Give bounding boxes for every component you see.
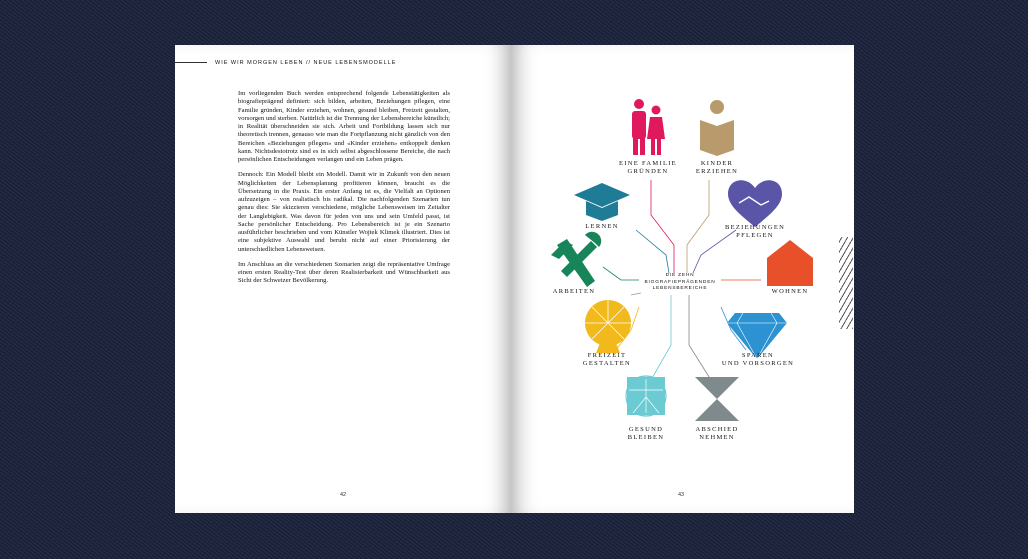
family-icon (632, 99, 665, 155)
label-children: KINDER ERZIEHEN (695, 160, 739, 175)
paragraph-1: Im vorliegenden Buch werden entsprechend folgende Lebenstätigkeiten als biografieprägend definiert: sich bilden, arbeiten, Beziehungen pflegen, eine Familie gründen, Kinder erziehen, wohnen, gesund bleiben, Freizeit gestalten, vorsorgen und sterben. Natürlich ist die Trennung der Lebensbereiche künstlich; in Realität überschneiden sie sich. Arbeit und Fortbildung lassen sich nur theoretisch trennen, genauso wie man die Fortpflanzung nicht gänzlich von den Bereichen «Beziehungen pflegen» und «Kinder erziehen» entkoppelt denken kann. Nichtsdestotrotz sind es in sich selbst abgeschlossene Bereiche, die nach persönlichen Entscheidungen verlangen und ein Leben prägen. (238, 90, 450, 163)
house-icon (767, 240, 813, 286)
connector-children (687, 180, 709, 273)
label-family: EINE FAMILIE GRÜNDEN (619, 160, 677, 175)
label-learning: LERNEN (585, 223, 619, 230)
label-health: GESUND BLEIBEN (627, 426, 665, 441)
label-relations: BEZIEHUNGEN PFLEGEN (725, 224, 786, 239)
heart-handshake-icon (728, 180, 782, 227)
label-home: WOHNEN (771, 288, 809, 295)
body-text (238, 90, 450, 293)
wheel-icon (585, 300, 631, 353)
connector-family (651, 180, 674, 273)
hourglass-icon (695, 377, 739, 421)
label-leisure: FREIZEIT GESTALTEN (582, 352, 632, 367)
left-page (175, 45, 511, 513)
paragraph-2: Dennoch: Ein Modell bleibt ein Modell. Damit wir in Zukunft von den neuen Möglichkeiten der Lebensplanung profitieren können, braucht es die Übersetzung in die Praxis. Ein erster Anfang ist es, die Vielfalt an Optionen aufzuzeigen – von realistisch bis radikal. Die nachfolgenden Szenarien tun genau dies: Sie skizzieren verschiedene, mögliche Lebensweisen im Zeitalter der Langlebigkeit. Was davon für jeden von uns und sein Umfeld passt, ist Sache persönlicher Entscheidung. Pro Lebensbereich ist je ein Szenario ausführlicher beschrieben und vom Künstler Wojtek Klimek illustriert. Dies ist eine subjektive Auswahl und beruht nicht auf einer Priorisierung der unterschiedlichen Lebensweisen. (238, 171, 450, 253)
label-farewell: ABSCHIED NEHMEN (695, 426, 739, 441)
page-number-left: 42 (340, 492, 347, 498)
right-page (511, 45, 854, 513)
header-rule (175, 62, 207, 63)
diagram-center-title: DIE ZEHN BIOGRAFIEPRÄGENDEN LEBENSBEREICHE (644, 273, 716, 291)
label-savings: SPAREN UND VORSORGEN (721, 352, 795, 367)
connector-work (603, 267, 639, 280)
tools-icon (551, 232, 601, 287)
label-work: ARBEITEN (552, 288, 596, 295)
connector-health (651, 295, 671, 380)
hatched-edge-mark (839, 237, 853, 329)
running-head: WIE WIR MORGEN LEBEN // NEUE LEBENSMODELLE (215, 60, 397, 66)
vitruvian-icon (626, 376, 666, 416)
connector-learning (636, 230, 669, 273)
child-reading-icon (700, 100, 734, 156)
page-number-right: 43 (678, 492, 685, 498)
connector-farewell (689, 295, 711, 380)
graduation-cap-icon (574, 183, 630, 221)
paragraph-3: Im Anschluss an die verschiedenen Szenarien zeigt die repräsentative Umfrage einen ersten Reality-Test über deren Realisierbarkeit und Wünschbarkeit aus Sicht der Schweizer Bevölkerung. (238, 260, 450, 285)
